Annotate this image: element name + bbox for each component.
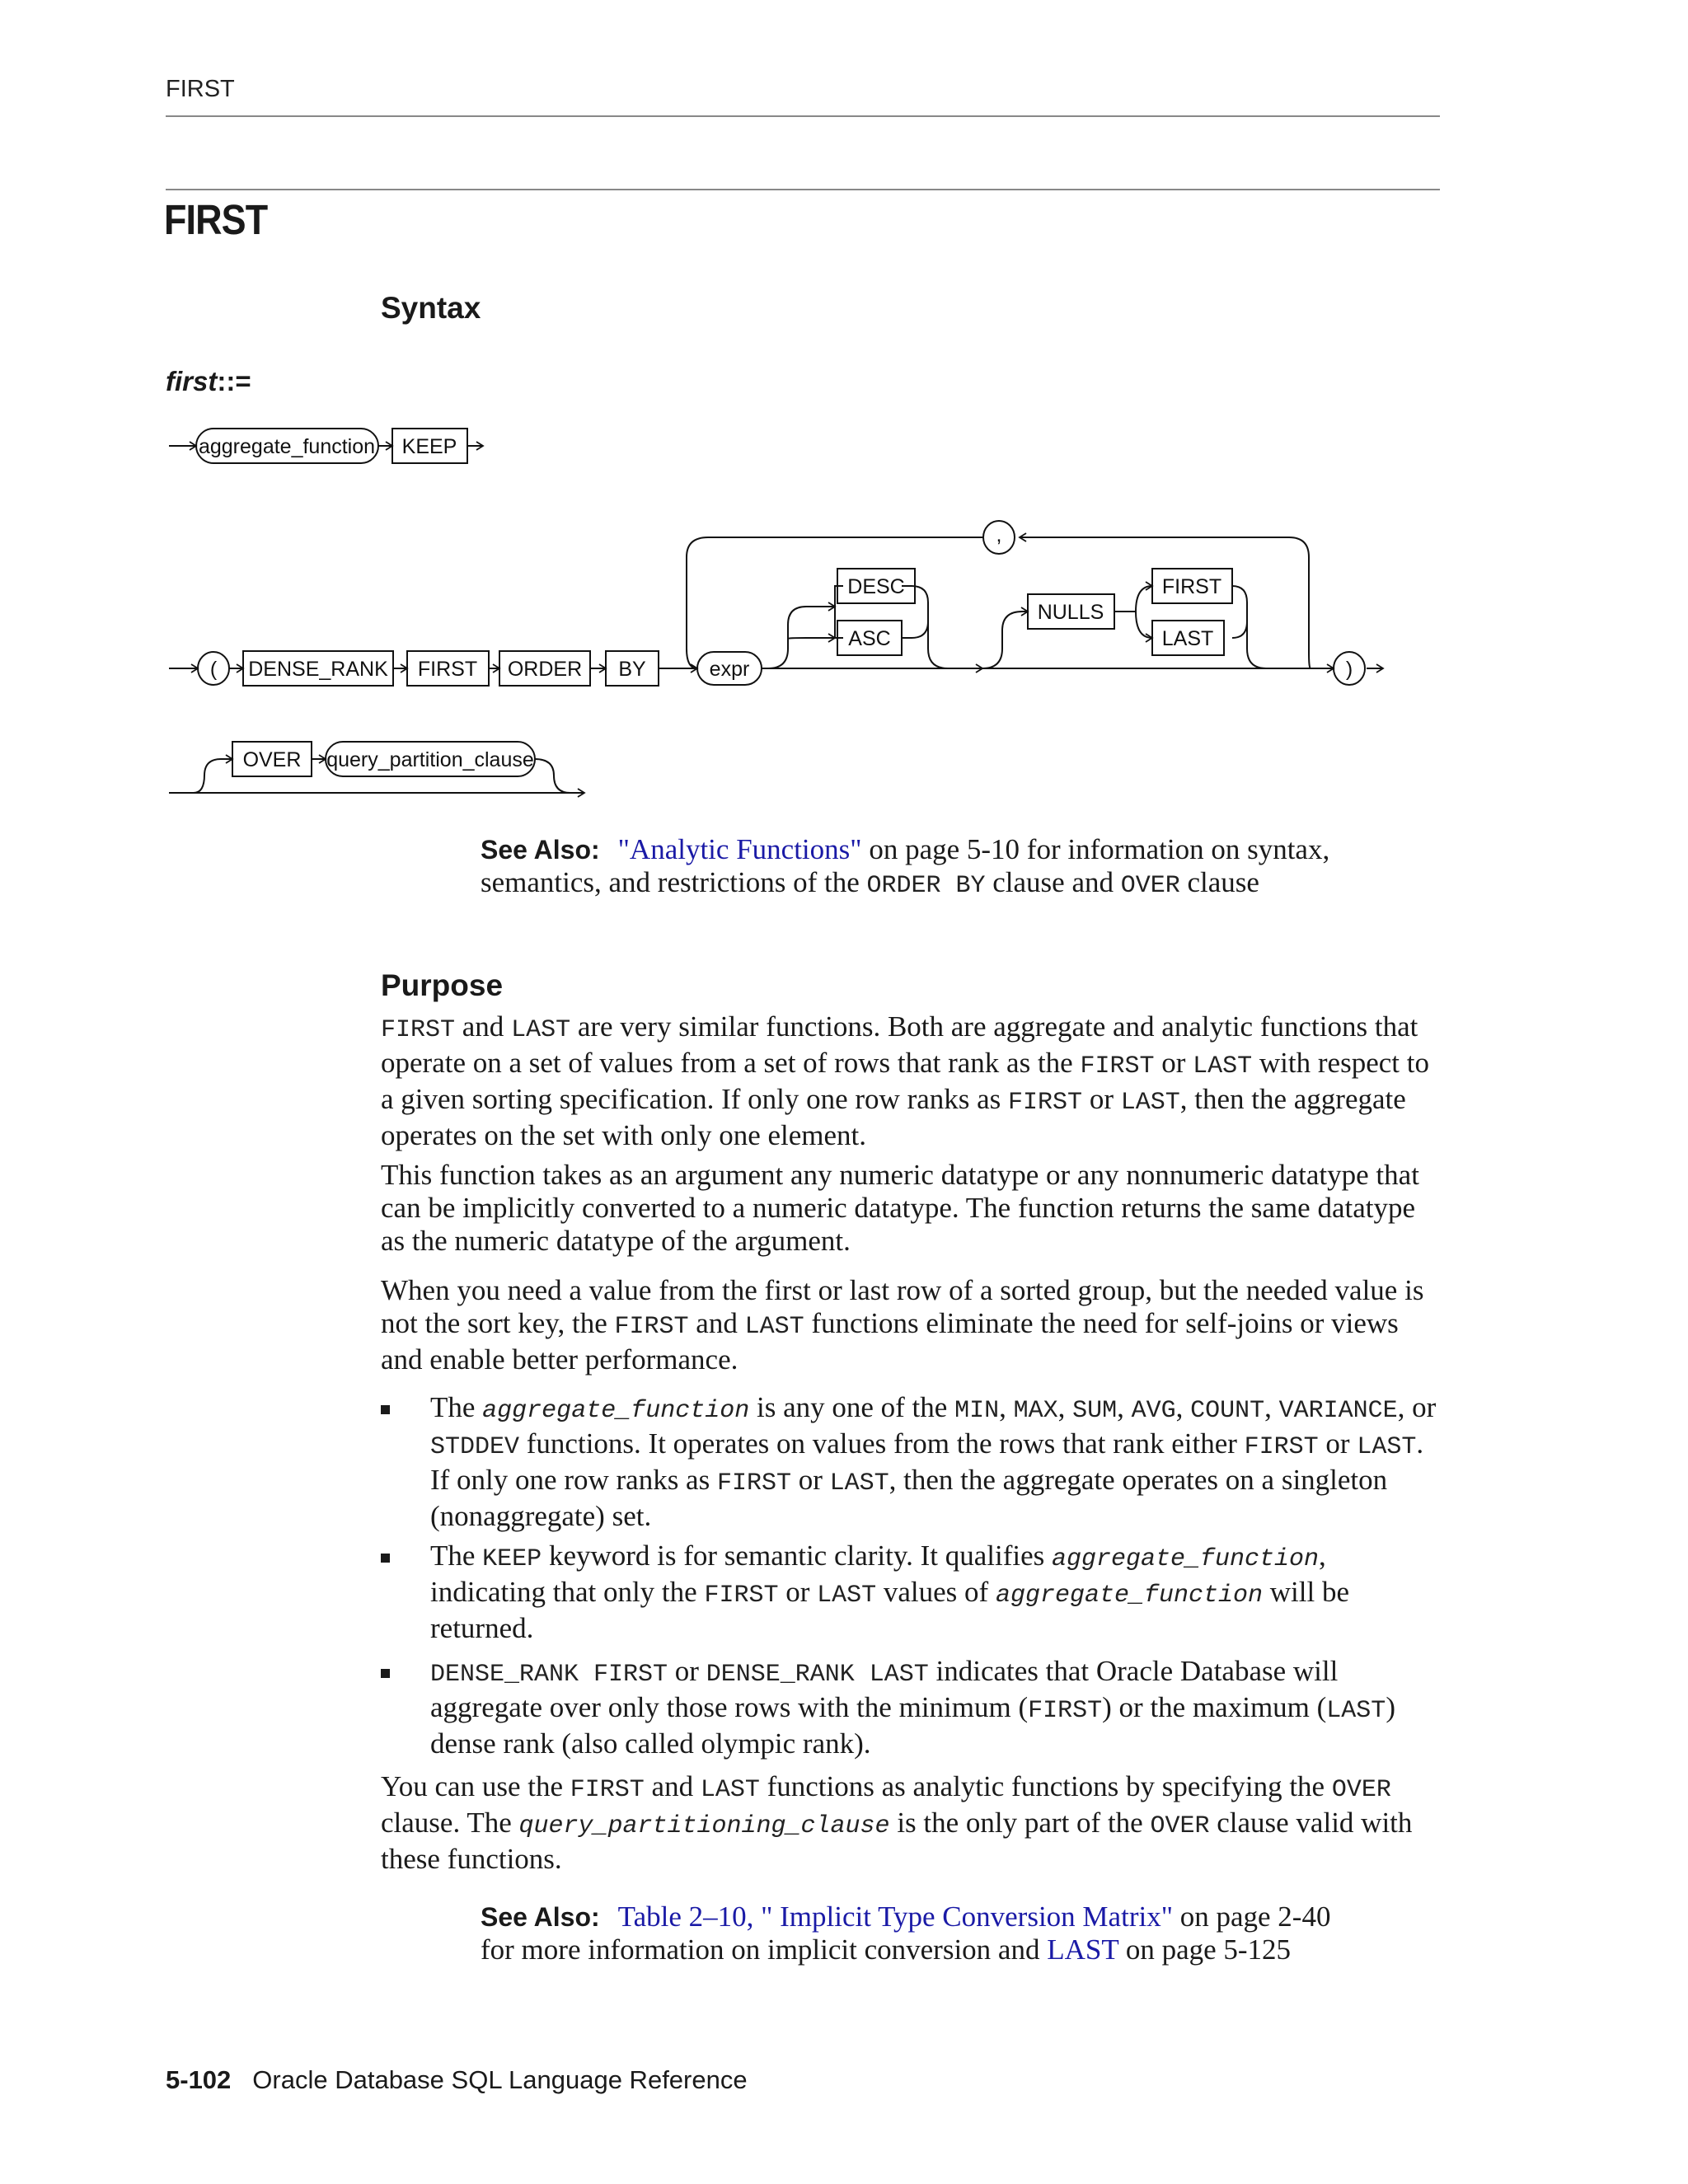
nulls-last-label: LAST — [1161, 627, 1214, 650]
aggregate-function-label: aggregate_function — [198, 435, 376, 458]
book-title: Oracle Database SQL Language Reference — [252, 2065, 748, 2094]
open-paren-label: ( — [209, 658, 218, 681]
query-partition-clause-label: query_partition_clause — [326, 748, 534, 771]
purpose-paragraph-1: FIRST and LAST are very similar functions. Both are aggregate and analytic functions that operate on a set of values from a set of rows that rank as the FIRST or LAST with respect to a given sorting specification. If only one row ranks as FIRST or LAST, then the aggregate operates on the set with only one element. — [381, 1010, 1429, 1151]
order-branch-asc — [788, 638, 835, 639]
see-also-conversion: See Also: Table 2–10, " Implicit Type Conversion Matrix" on page 2-40 for more information on implicit conversion and LAST on page 5-125 — [481, 1900, 1331, 1966]
list-item: The aggregate_function is any one of the MIN, MAX, SUM, AVG, COUNT, VARIANCE, or STDDEV functions. It operates on values from the rows that rank either FIRST or LAST. If only one row ranks as FIRST or LAST, then the aggregate operates on a singleton (nonaggregate) set. — [381, 1391, 1444, 1533]
see-also-analytic: See Also: "Analytic Functions" on page 5-10 for information on syntax, semantics, and restrictions of the ORDER BY clause and OVER clause — [481, 833, 1330, 900]
see-also-label: See Also: — [481, 835, 600, 865]
over-branch — [194, 759, 232, 793]
last-link[interactable]: LAST — [1047, 1933, 1119, 1966]
running-head: FIRST — [166, 76, 235, 102]
syntax-heading: Syntax — [381, 291, 481, 325]
syntax-diagram — [0, 0, 1688, 824]
nulls-label: NULLS — [1037, 601, 1104, 624]
page-number: 5-102 — [166, 2065, 232, 2094]
list-item: DENSE_RANK FIRST or DENSE_RANK LAST indicates that Oracle Database will aggregate over only those rows with the minimum (FIRST) or the maximum (LAST) dense rank (also called olympic rank). — [381, 1655, 1444, 1760]
bullet-icon — [381, 1554, 390, 1563]
asc-label: ASC — [848, 627, 891, 650]
over-label: OVER — [242, 748, 302, 771]
purpose-paragraph-3: When you need a value from the first or last row of a sorted group, but the needed value is not the sort key, the FIRST and LAST functions eliminate the need for self-joins or views and enable better performance. — [381, 1274, 1424, 1376]
purpose-paragraph-2: This function takes as an argument any numeric datatype or any nonnumeric datatype that can be implicitly converted to a numeric datatype. The function returns the same datatype as the numeric datatype of the argument. — [381, 1159, 1419, 1257]
purpose-heading: Purpose — [381, 968, 504, 1002]
see-also-label: See Also: — [481, 1902, 600, 1932]
order-label: ORDER — [507, 658, 583, 681]
page-title: FIRST — [164, 196, 268, 243]
bullet-icon — [381, 1405, 390, 1414]
keep-label: KEEP — [401, 435, 457, 458]
first-label: FIRST — [417, 658, 478, 681]
expr-label: expr — [709, 658, 750, 681]
nulls-branch — [982, 612, 1028, 668]
comma-label: , — [996, 523, 1002, 546]
bnf-name: first — [166, 366, 218, 396]
close-paren-label: ) — [1345, 658, 1353, 681]
page-footer — [166, 2065, 748, 2095]
by-label: BY — [618, 658, 646, 681]
bullet-icon — [381, 1669, 390, 1678]
purpose-paragraph-4: You can use the FIRST and LAST functions as analytic functions by specifying the OVER clause. The query_partitioning_clause is the only part of the OVER clause valid with these functions. — [381, 1770, 1413, 1875]
analytic-functions-link[interactable]: "Analytic Functions" — [617, 833, 862, 865]
bnf-operator: ::= — [217, 366, 251, 396]
list-item: The KEEP keyword is for semantic clarity. It qualifies aggregate_function, indicating that only the FIRST or LAST values of aggregate_function will be returned. — [381, 1540, 1444, 1645]
dense-rank-label: DENSE_RANK — [248, 658, 388, 681]
nulls-first-label: FIRST — [1161, 575, 1222, 598]
conversion-matrix-link[interactable]: Table 2–10, " Implicit Type Conversion Matrix" — [617, 1900, 1173, 1933]
desc-label: DESC — [847, 575, 905, 598]
